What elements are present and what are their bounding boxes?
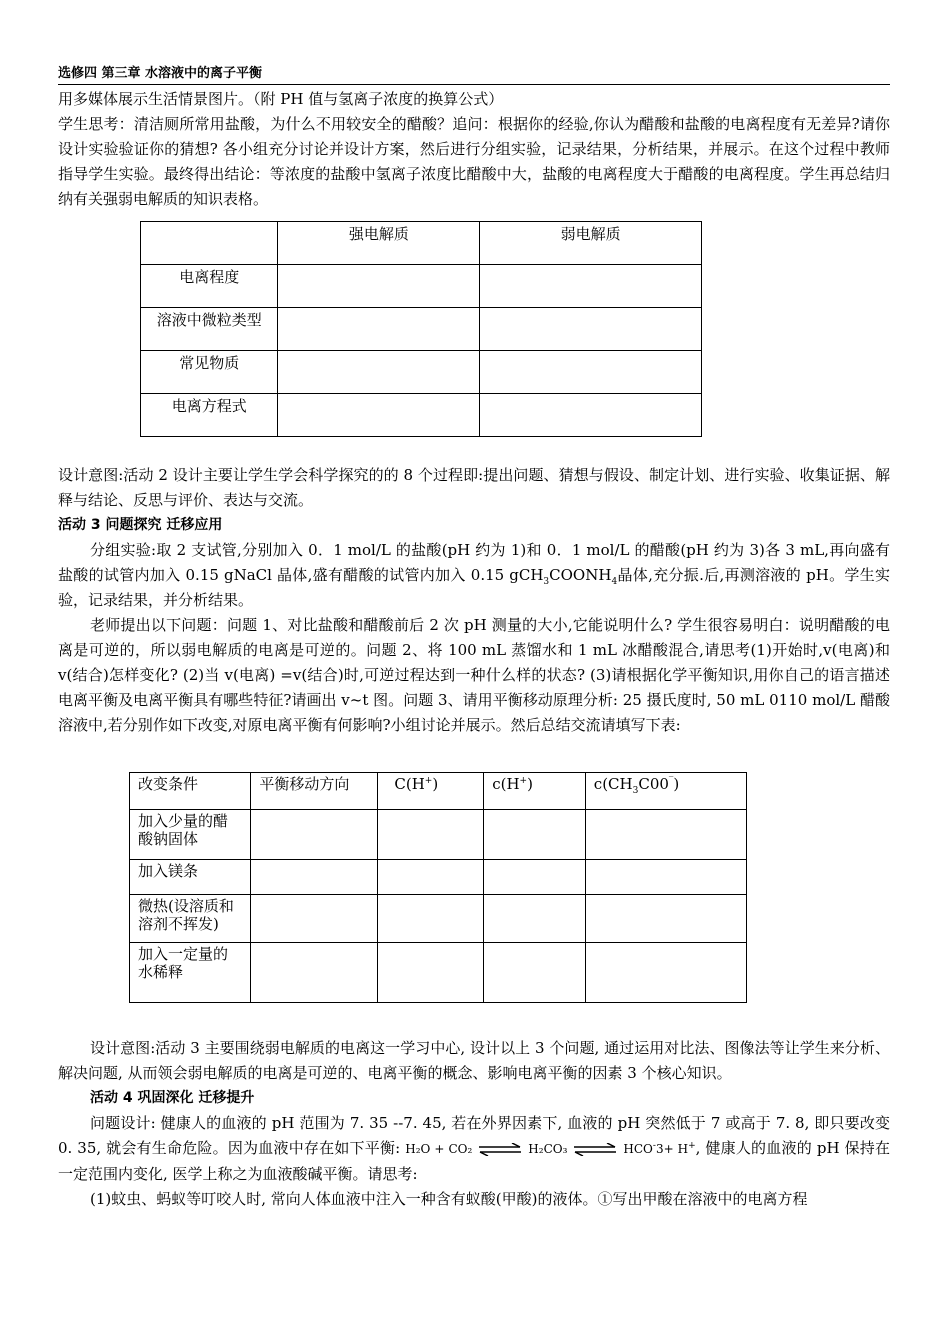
table-cell: [378, 810, 484, 860]
table-cell: [141, 222, 278, 265]
subscript: 3: [632, 786, 639, 796]
table-cell: [278, 394, 480, 437]
paragraph-intro: 用多媒体展示生活情景图片。（附 PH 值与氢离子浓度的换算公式）: [58, 90, 504, 108]
table-cell: [484, 943, 586, 1003]
paragraph-question-design: [58, 1111, 890, 1187]
text-run: ): [432, 775, 439, 793]
text-run: 晶体,充分振.后,再测溶液的 pH。学生实验，记录结果，并分析结果。: [58, 566, 891, 609]
subscript: 4: [611, 577, 618, 587]
table-cell: [480, 351, 702, 394]
table-cell: [480, 265, 702, 308]
table-header: [378, 773, 484, 810]
equation-intermediate: H₂CO₃: [528, 1142, 568, 1156]
activity-3-heading: 活动 3 问题探究 迁移应用: [58, 517, 223, 533]
row-label: 微热(设溶质和溶剂不挥发): [130, 895, 251, 943]
text-run: COONH: [549, 566, 612, 584]
text-run: HCO: [623, 1142, 653, 1156]
table-row: [130, 895, 747, 943]
text-run: 3+ H: [655, 1142, 689, 1156]
table-cell: [251, 895, 378, 943]
paragraph-teacher-questions: 老师提出以下问题：问题 1、对比盐酸和醋酸前后 2 次 pH 测量的大小,它能说明什么? 学生很容易明白：说明醋酸的电离是可逆的，所以弱电解质的电离是可逆的。问题 2、将 100 mL 蒸馏水和 1 mL 冰醋酸混合,请思考(1)开始时,v(电离)和 v(结合)怎样变化? (2)当 v(电离) =v(结合)时,可逆过程达到一种什么样的状态? (3)请根据化学平衡知识,用你自己的语言描述电离平衡及电离平衡具有哪些特征?请画出 v~t 图。问题 3、请用平衡移动原理分析: 25 摄氏度时, 50 mL 0110 mol/L 醋酸溶液中,若分别作如下改变,对原电离平衡有何影响?小组讨论并展示。然后总结交流请填写下表:: [58, 616, 890, 734]
table-header: 平衡移动方向: [251, 773, 378, 810]
table-cell: [251, 860, 378, 895]
text-run: C(H: [394, 775, 425, 793]
text-run: c(CH: [593, 775, 633, 793]
table-row: [141, 308, 702, 351]
table-cell: [480, 308, 702, 351]
table-cell: [378, 860, 484, 895]
document-page: [58, 64, 890, 1212]
table-cell: [480, 394, 702, 437]
equation-products: [623, 1142, 695, 1156]
superscript: +: [519, 776, 528, 786]
row-label: 加入少量的醋酸钠固体: [130, 810, 251, 860]
table-cell: [278, 351, 480, 394]
text-run: 问题设计: 健康人的血液的 pH 范围为 7. 35 --7. 45, 若在外界因素下, 血液的 pH 突然低于 7 或高于 7. 8, 即只要改变 0. 35, 就会有生命危险。因为血液中存在如下平衡:: [58, 1114, 890, 1157]
row-label: 溶液中微粒类型: [141, 308, 278, 351]
paragraph-group-experiment: [58, 538, 890, 613]
equilibrium-shift-table: [129, 772, 747, 1003]
row-label: 加入镁条: [130, 860, 251, 895]
text-run: ): [673, 775, 680, 793]
table-cell: [585, 895, 746, 943]
table-cell: [585, 810, 746, 860]
paragraph-design-intent-2: 设计意图:活动 2 设计主要让学生学会科学探究的的 8 个过程即:提出问题、猜想与假设、制定计划、进行实验、收集证据、解释与结论、反思与评价、表达与交流。: [58, 466, 890, 509]
table-cell: [278, 265, 480, 308]
table-row: [141, 394, 702, 437]
paragraph-question-1: (1)蚊虫、蚂蚁等叮咬人时, 常向人体血液中注入一种含有蚁酸(甲酸)的液体。①写出甲酸在溶液中的电离方程: [90, 1190, 808, 1208]
electrolyte-table: [140, 221, 702, 437]
text-run: c(H: [492, 775, 520, 793]
equation-reactants: H₂O + CO₂: [405, 1142, 473, 1156]
table-cell: [378, 895, 484, 943]
superscript: +: [688, 1141, 696, 1151]
subscript: 3: [543, 577, 550, 587]
table-row: [141, 351, 702, 394]
table-header: 改变条件: [130, 773, 251, 810]
activity-4-heading: 活动 4 巩固深化 迁移提升: [90, 1090, 255, 1106]
equilibrium-arrow-icon: [573, 1143, 617, 1156]
table-header: [484, 773, 586, 810]
table-header: 强电解质: [278, 222, 480, 265]
paragraph-student-thinking: 学生思考：清洁厕所常用盐酸，为什么不用较安全的醋酸？追问：根据你的经验,你认为醋酸和盐酸的电离程度有无差异?请你设计实验验证你的猜想? 各小组充分讨论并设计方案，然后进行分组实验，记录结果，分析结果，并展示。在这个过程中教师指导学生实验。最终得出结论：等浓度的盐酸中氢离子浓度比醋酸中大，盐酸的电离程度大于醋酸的电离程度。学生再总结归纳有关强弱电解质的知识表格。: [58, 115, 890, 208]
table-row: [141, 222, 702, 265]
table-header: [585, 773, 746, 810]
superscript: -: [652, 1141, 656, 1151]
table-cell: [484, 895, 586, 943]
table-cell: [484, 810, 586, 860]
text-run: , 健康人的血液的 pH 保持在一定范围内变化, 医学上称之为血液酸碱平衡。请思考:: [58, 1139, 890, 1183]
row-label: 加入一定量的水稀释: [130, 943, 251, 1003]
table-row: [130, 943, 747, 1003]
table-row: [141, 265, 702, 308]
text-run: 分组实验:取 2 支试管,分别加入 0．1 mol/L 的盐酸(pH 约为 1)和 0．1 mol/L 的醋酸(pH 约为 3)各 3 mL,再向盛有盐酸的试管内加入 0.15 gNaCl 晶体,盛有醋酸的试管内加入 0.15 gCH: [58, 541, 890, 584]
text-run: ): [527, 775, 533, 793]
table-cell: [251, 810, 378, 860]
table-row: [130, 860, 747, 895]
equilibrium-arrow-icon: [478, 1143, 522, 1156]
row-label: 常见物质: [141, 351, 278, 394]
paragraph-design-intent-3: 设计意图:活动 3 主要围绕弱电解质的电离这一学习中心, 设计以上 3 个问题, 通过运用对比法、图像法等让学生来分析、解决问题, 从而领会弱电解质的电离是可逆的、电离平衡的概念、影响电离平衡的因素 3 个核心知识。: [58, 1039, 890, 1082]
table-cell: [278, 308, 480, 351]
table-cell: [484, 860, 586, 895]
row-label: 电离方程式: [141, 394, 278, 437]
row-label: 电离程度: [141, 265, 278, 308]
table-header: 弱电解质: [480, 222, 702, 265]
table-cell: [585, 860, 746, 895]
table-row: [130, 773, 747, 810]
table-cell: [251, 943, 378, 1003]
text-run: C00: [638, 775, 669, 793]
table-cell: [585, 943, 746, 1003]
table-row: [130, 810, 747, 860]
table-cell: [378, 943, 484, 1003]
superscript: +: [424, 776, 433, 786]
superscript: ‾: [668, 776, 674, 786]
page-header: 选修四 第三章 水溶液中的离子平衡: [58, 64, 890, 85]
